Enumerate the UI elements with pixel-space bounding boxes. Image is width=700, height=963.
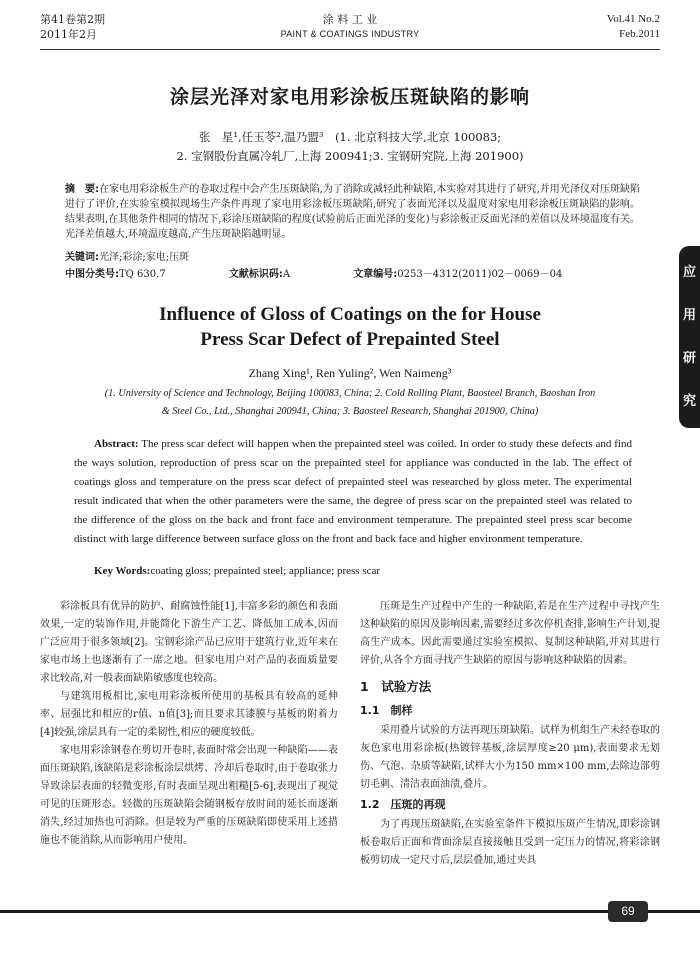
side-tab-char: 研 [682, 351, 696, 366]
journal-name-en: PAINT & COATINGS INDUSTRY [280, 29, 420, 39]
affiliations-zh: 2. 宝钢股份直属冷轧厂,上海 200941;3. 宝钢研究院,上海 201900) [176, 149, 524, 163]
authors-zh: 张 星¹,任玉苓²,温乃盟³ (1. 北京科技大学,北京 100083; [198, 130, 502, 144]
keywords-en-text: coating gloss; prepainted steel; appliance; press scar [150, 565, 381, 577]
side-tab-char: 应 [682, 265, 696, 280]
abstract-zh-text: 在家电用彩涂板生产的卷取过程中会产生压斑缺陷,为了消除或减轻此种缺陷,本实验对其进行了研究,并用光泽仪对压斑缺陷进行了评价,在实验室模拟现场生产条件再现了家电用彩涂板压斑缺陷,研究了表面光泽以及温度对家电用彩涂板压斑缺陷的影响。结果表明,在其他条件相同的情况下,彩涂压斑缺陷的程度(试验前后正面光泽的变化)与彩涂板正反面光泽的差值以及环境温度有关。光泽差值越大,环境温度越高,产生压斑缺陷越明显。 [65, 184, 640, 240]
keywords-zh-label: 关键词: [65, 252, 99, 263]
abstract-zh [65, 182, 640, 242]
abstract-zh-label: 摘 要: [65, 184, 100, 195]
article-no-label: 文章编号: [353, 269, 398, 280]
keywords-zh [65, 250, 640, 265]
abstract-en [74, 435, 632, 549]
abstract-en-text: The press scar defect will happen when the prepainted steel was coiled. In order to study these defects and find the ways solution, reproduction of press scar on the prepainted steel for appliance was conducted in the lab. The effect of coatings gloss and temperature on the press scar defect of prepainted steel was researched by gloss meter. The experimental result indicated that when the other parameters were the same, the degree of press scar on the prepainted steel was related to the difference of the gloss on the back and front face and environment temperature. The prepainted steel press scar become distinct with large difference between surface gloss on the front and back face and higher environment temperature. [74, 438, 632, 545]
title-en [0, 302, 700, 352]
journal-name-zh: 涂 料 工 业 [322, 13, 378, 26]
side-tab-char: 用 [682, 308, 696, 323]
issue-date-zh: 2011年2月 [40, 28, 97, 41]
doc-code-value: A [282, 269, 291, 280]
article-no-value: 0253－4312(2011)02－0069－04 [397, 269, 563, 280]
volume-issue: 第41卷第2期 [40, 13, 105, 26]
running-header [40, 12, 660, 48]
paragraph: 彩涂板具有优异的防护、耐腐蚀性能[1],丰富多彩的颜色和表面效果,一定的装饰作用,并能简化下游生产工艺、降低加工成本,因而广泛应用于很多领域[2]。宝钢彩涂产品已应用于建筑行业,近年来在家电市场上也逐渐有了一席之地。但家电用户对产品的表面质量要求比较高,对一般表面缺陷敏感度也较高。 [40, 601, 338, 684]
clc-label: 中图分类号: [65, 269, 119, 280]
issue-date-en: Feb.2011 [619, 28, 660, 40]
journal-name [40, 12, 660, 42]
paragraph: 与建筑用板相比,家电用彩涂板所使用的基板具有较高的延伸率、屈强比和相应的r值、n值[3];而且要求其漆膜与基板的附着力[4]较强,涂层具有一定的柔韧性,相应的硬度较低。 [40, 691, 338, 738]
footer-bar [0, 910, 700, 913]
title-en-line-2: Press Scar Defect of Prepainted Steel [200, 329, 500, 350]
authors-en: Zhang Xing¹, Ren Yuling², Wen Naimeng³ [248, 366, 452, 380]
title-en-line-1: Influence of Gloss of Coatings on the for House [159, 304, 541, 325]
doc-code-label: 文献标识码: [228, 269, 283, 280]
paragraph: 为了再现压斑缺陷,在实验室条件下模拟压斑产生情况,即彩涂钢板卷取后正面和背面涂层直接接触且受到一定压力的情况,将彩涂钢板剪切成一定尺寸后,层层叠加,通过夹具 [360, 819, 660, 866]
subsection-heading-1-1: 1.1 制样 [360, 704, 413, 717]
title-zh: 涂层光泽对家电用彩涂板压斑缺陷的影响 [169, 86, 530, 108]
body-column-left [40, 598, 338, 850]
keywords-en [94, 565, 632, 577]
paragraph: 采用叠片试验的方法再现压斑缺陷。试样为机组生产未经卷取的灰色家电用彩涂板(热镀锌基板,涂层厚度≥20 μm),表面要求无划伤、气泡、杂质等缺陷,试样大小为150 mm×100 mm,去除边部剪切毛刺、清洁表面油渍,叠片。 [360, 725, 660, 790]
clc-value: TQ 630.7 [119, 269, 166, 280]
keywords-en-label: Key Words: [94, 565, 151, 577]
authors-block-zh [0, 128, 700, 166]
affiliations-en: (1. University of Science and Technology, Beijing 100083, China; 2. Cold Rolling Plant, Baosteel Branch, Baoshan Iron & Steel Co., Ltd., Shanghai 200941, China; 3. Baosteel Research, Shanghai 201900, China) [104, 388, 596, 417]
keywords-zh-text: 光泽;彩涂;家电;压斑 [99, 252, 190, 263]
subsection-heading-1-2: 1.2 压斑的再现 [360, 798, 446, 811]
side-tab-char: 究 [682, 394, 696, 409]
section-side-tab [679, 246, 700, 428]
paragraph: 家电用彩涂钢卷在剪切开卷时,表面时常会出现一种缺陷——表面压斑缺陷,该缺陷是彩涂板涂层烘烤、冷却后卷取时,由于卷取张力导致涂层表面的轻微变形,有时表面呈现出粗糙[5-6],表现出了视觉可见的压斑形态。轻微的压斑缺陷会随钢板存放时间的延长而逐渐消失,经过加热也可消除。但是较为严重的压斑缺陷即使采用上述措施也不能消除,从而影响用户使用。 [40, 745, 338, 846]
paragraph: 压斑是生产过程中产生的一种缺陷,若是在生产过程中寻找产生这种缺陷的原因及影响因素,需要经过多次停机查排,影响生产计划,提高生产成本。因此需要通过实验室模拟、复制这种缺陷,并对其进行评价,从各个方面寻找产生缺陷的原因与影响这种缺陷的因素。 [360, 601, 660, 666]
header-rule [40, 49, 660, 50]
abstract-en-label: Abstract: [94, 438, 139, 450]
journal-issue-en [607, 12, 660, 42]
volume-issue-en: Vol.41 No.2 [606, 13, 660, 25]
section-heading-1: 1 试验方法 [360, 679, 432, 694]
body-column-right [360, 598, 660, 870]
page-number: 69 [608, 901, 648, 922]
classification-line [65, 267, 640, 282]
